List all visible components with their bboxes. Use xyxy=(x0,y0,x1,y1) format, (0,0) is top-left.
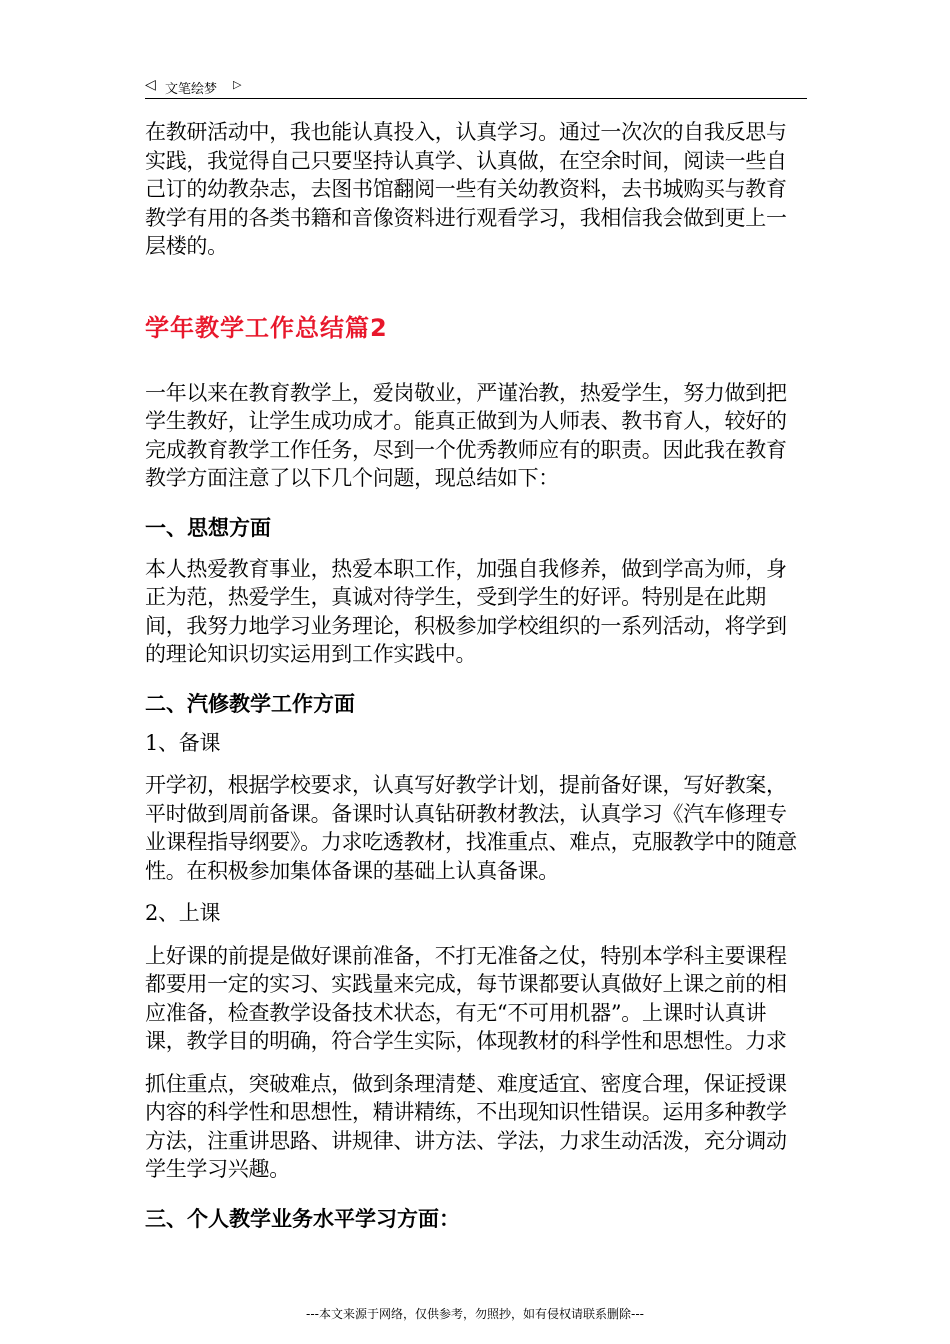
subheading-class: 2、上课 xyxy=(145,901,221,925)
right-triangle-icon: ▷ xyxy=(233,78,242,91)
page-header xyxy=(145,74,807,99)
paragraph-thought: 本人热爱教育事业，热爱本职工作，加强自我修养，做到学高为师，身正为范，热爱学生，真诚对待学生，受到学生的好评。特别是在此期间，我努力地学习业务理论，积极参加学校组织的一系列活动，将学到的理论知识切实运用到工作实践中。 xyxy=(145,556,787,666)
subheading-prep: 1、备课 xyxy=(145,730,221,755)
paragraph-prep: 开学初，根据学校要求，认真写好教学计划，提前备好课，写好教案，平时做到周前备课。备课时认真钻研教材教法，认真学习《汽车修理专业课程指导纲要》。力求吃透教材，找准重点、难点，克服教学中的随意性。在积极参加集体备课的基础上认真备课。 xyxy=(145,773,797,883)
left-triangle-icon: ◁ xyxy=(145,77,156,93)
document-body xyxy=(145,118,807,1234)
paragraph-top: 在教研活动中，我也能认真投入，认真学习。通过一次次的自我反思与实践，我觉得自己只要坚持认真学、认真做，在空余时间，阅读一些自己订的幼教杂志，去图书馆翻阅一些有关幼教资料，去书城购买与教育教学有用的各类书籍和音像资料进行观看学习，我相信我会做到更上一层楼的。 xyxy=(145,120,787,258)
heading-study: 三、个人教学业务水平学习方面： xyxy=(145,1206,460,1231)
page-footer: ---本文来源于网络，仅供参考，勿照抄，如有侵权请联系删除--- xyxy=(306,1307,644,1321)
paragraph-focus: 抓住重点，突破难点，做到条理清楚、难度适宜、密度合理，保证授课内容的科学性和思想性，精讲精练，不出现知识性错误。运用多种教学方法，注重讲思路、讲规律、讲方法、学法，力求生动活泼，充分调动学生学习兴趣。 xyxy=(145,1071,787,1181)
heading-thought: 一、思想方面 xyxy=(145,515,271,540)
heading-teaching: 二、汽修教学工作方面 xyxy=(145,691,355,716)
paragraph-class: 上好课的前提是做好课前准备，不打无准备之仗，特别本学科主要课程都要用一定的实习、实践量来完成，每节课都要认真做好上课之前的相应准备，检查教学设备技术状态，有无“不可用机器”。上课时认真讲课，教学目的明确，符合学生实际，体现教材的科学性和思想性。力求 xyxy=(145,943,787,1053)
paragraph-intro: 一年以来在教育教学上，爱岗敬业，严谨治教，热爱学生，努力做到把学生教好，让学生成功成才。能真正做到为人师表、教书育人，较好的完成教育教学工作任务，尽到一个优秀教师应有的职责。因此我在教育教学方面注意了以下几个问题，现总结如下： xyxy=(145,380,787,490)
section-title: 学年教学工作总结篇2 xyxy=(145,313,388,342)
header-brand: 文笔绘梦 xyxy=(165,82,218,97)
